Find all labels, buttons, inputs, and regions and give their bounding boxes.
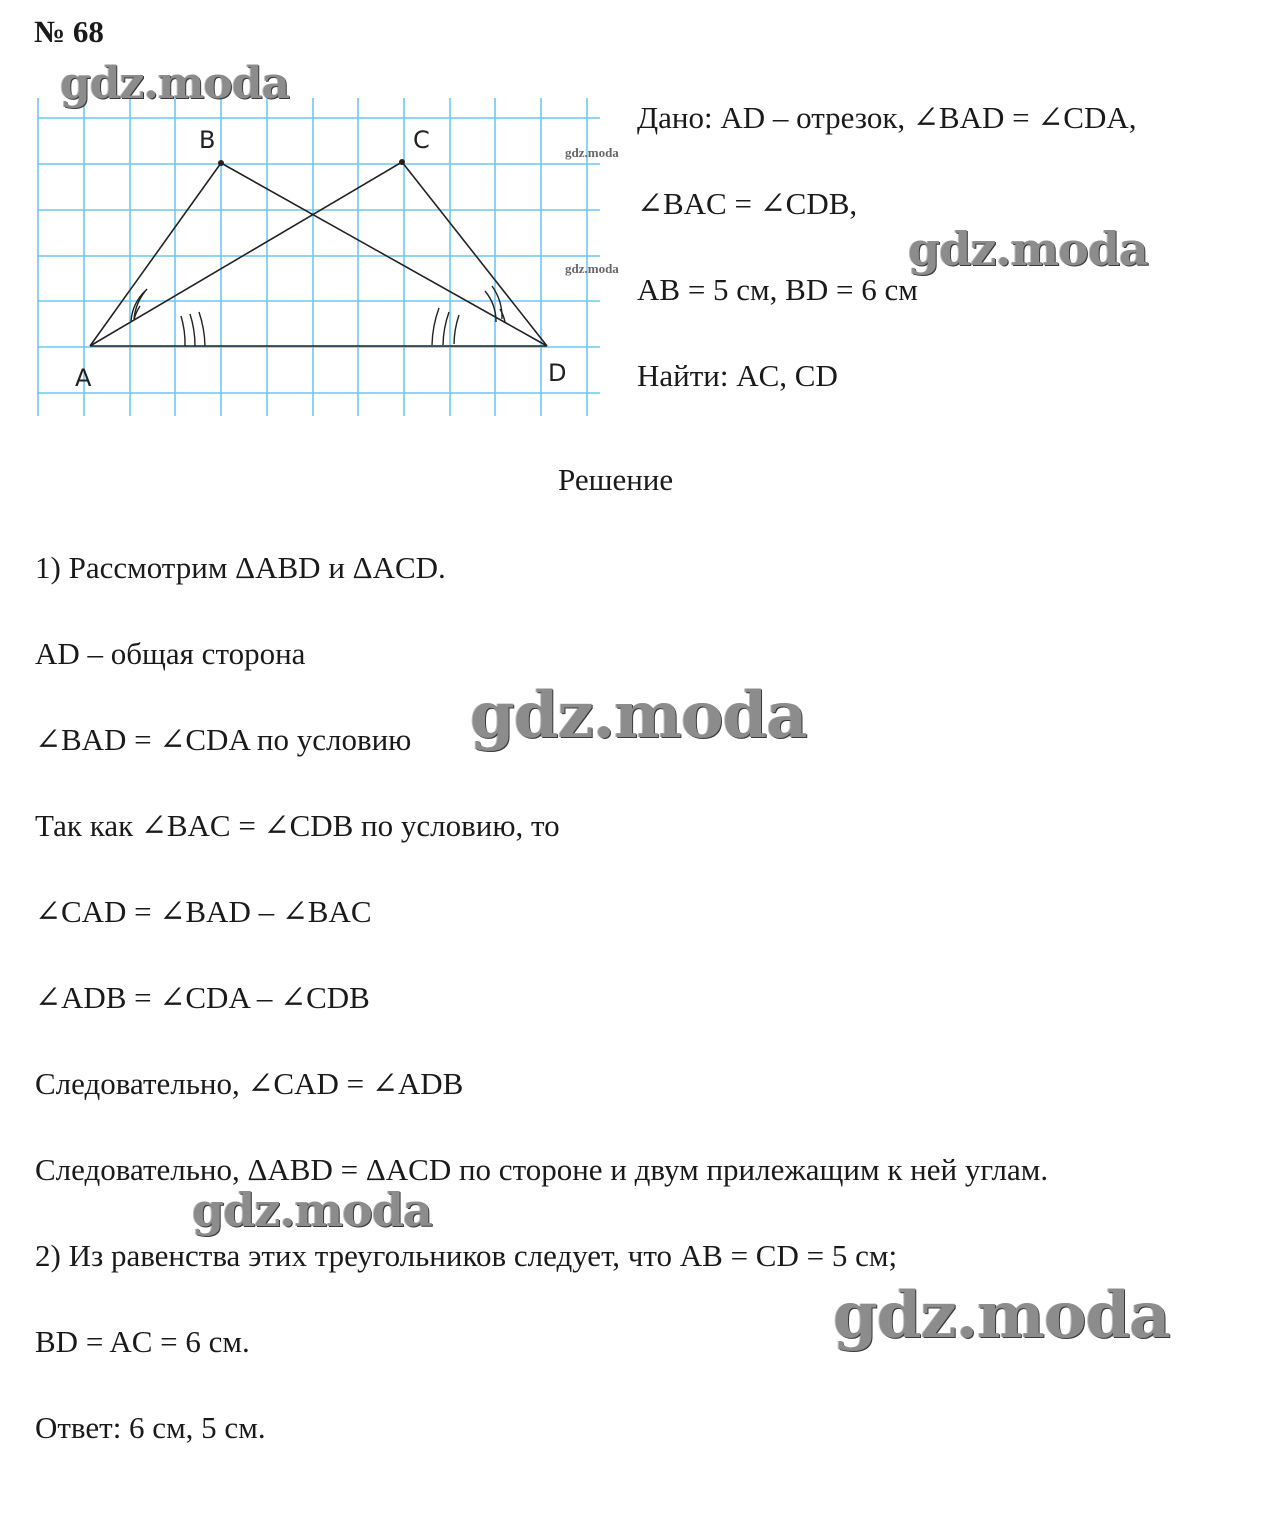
given-line-2: ∠BAC = ∠CDB, [637, 186, 858, 221]
solution-line: ∠BAD = ∠CDA по условию [35, 722, 412, 757]
solution-line: Следовательно, ΔABD = ΔACD по стороне и двум прилежащим к ней углам. [35, 1152, 1049, 1187]
point-B [218, 160, 224, 166]
watermark: gdz.moda [60, 58, 290, 109]
label-B: B [199, 126, 216, 154]
problem-number: № 68 [34, 14, 104, 49]
watermark: gdz.moda [565, 145, 619, 160]
label-A: A [75, 364, 92, 392]
given-line-3: AB = 5 см, BD = 6 см [637, 272, 918, 307]
segment-AC [90, 162, 402, 346]
solution-line: BD = AC = 6 см. [35, 1324, 250, 1359]
solution-line: AD – общая сторона [35, 636, 306, 671]
solution-line: 1) Рассмотрим ΔABD и ΔACD. [35, 550, 446, 585]
watermark: gdz.moda [908, 222, 1148, 276]
watermark: gdz.moda [833, 1278, 1170, 1353]
answer-line: Ответ: 6 см, 5 см. [35, 1410, 266, 1445]
solution-line: Так как ∠BAC = ∠CDB по условию, то [35, 808, 560, 843]
segment-CD [402, 162, 547, 346]
label-D: D [548, 359, 567, 387]
watermark: gdz.moda [192, 1183, 432, 1237]
solution-line: ∠CAD = ∠BAD – ∠BAC [35, 894, 372, 929]
watermark: gdz.moda [470, 678, 807, 753]
triangle-lines [90, 162, 547, 346]
solution-line: 2) Из равенства этих треугольников следует, что AB = CD = 5 см; [35, 1238, 898, 1273]
label-C: C [413, 126, 430, 154]
solution-line: Следовательно, ∠CAD = ∠ADB [35, 1066, 464, 1101]
point-C [399, 159, 405, 165]
solution-heading: Решение [558, 462, 674, 497]
segment-BD [221, 163, 547, 346]
solution-line: ∠ADB = ∠CDA – ∠CDB [35, 980, 370, 1015]
angle-arcs [131, 286, 505, 346]
given-line-1: Дано: AD – отрезок, ∠BAD = ∠CDA, [637, 100, 1137, 135]
grid [37, 98, 600, 416]
watermark: gdz.moda [565, 261, 619, 276]
geometry-figure [35, 96, 600, 418]
given-line-4: Найти: AC, CD [637, 358, 838, 393]
